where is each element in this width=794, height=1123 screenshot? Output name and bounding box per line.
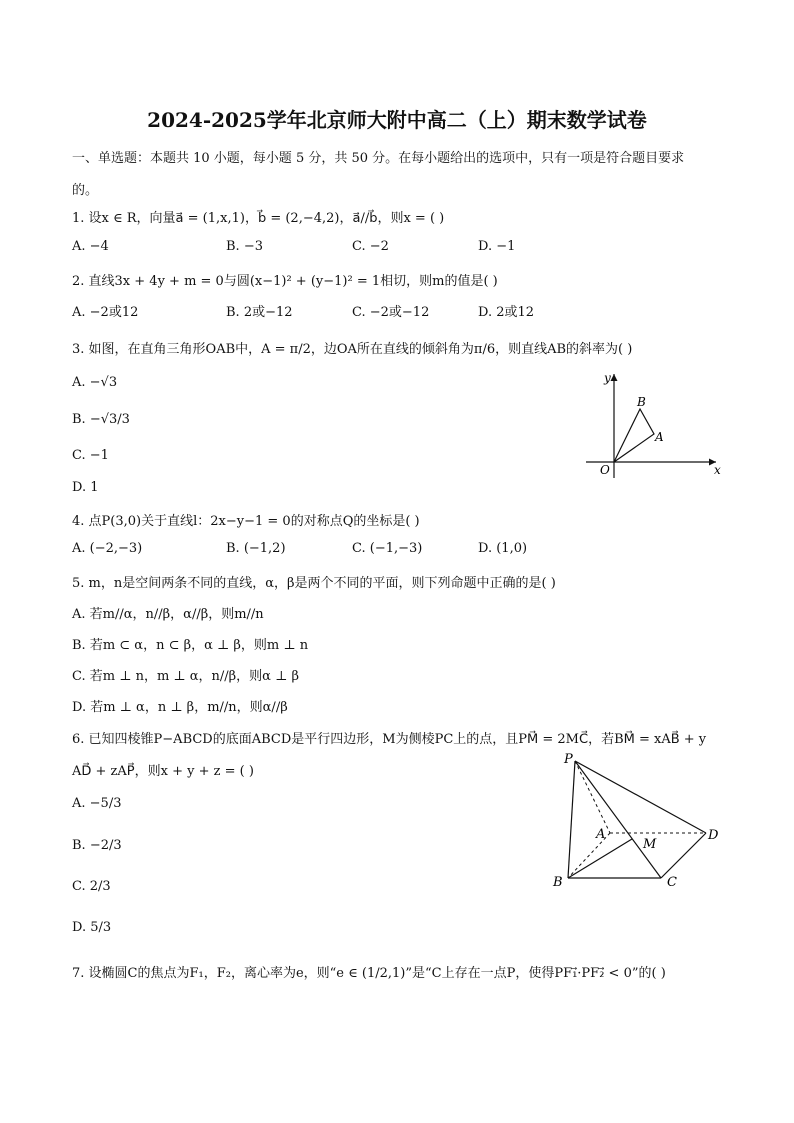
- label-b: B: [637, 395, 646, 409]
- q1-option-d: D. −1: [478, 239, 516, 254]
- q3-stem: 3. 如图，在直角三角形OAB中，A = π/2，边OA所在直线的倾斜角为π/6，则直线AB的斜率为( ): [72, 342, 633, 357]
- label-c: C: [667, 875, 677, 890]
- q3-figure: [580, 368, 730, 480]
- q3-option-b: B. −√3/3: [72, 412, 130, 427]
- q3-option-a: A. −√3: [72, 375, 118, 390]
- label-d: D: [708, 828, 719, 843]
- q6-stem-line2: AD⃗ + zAP⃗，则x + y + z = ( ): [72, 764, 254, 779]
- edge-pa: [575, 761, 610, 833]
- q6-option-c: C. 2/3: [72, 879, 111, 894]
- q3-option-d: D. 1: [72, 480, 99, 495]
- q6-option-a: A. −5/3: [72, 796, 122, 811]
- q4-option-a: A. (−2,−3): [72, 541, 143, 556]
- q5-stem: 5. m，n是空间两条不同的直线，α，β是两个不同的平面，则下列命题中正确的是( ): [72, 576, 556, 591]
- q2-option-a: A. −2或12: [72, 305, 139, 320]
- q2-stem: 2. 直线3x + 4y + m = 0与圆(x−1)² + (y−1)² = 1相切，则m的值是( ): [72, 274, 498, 289]
- label-a: A: [596, 827, 606, 842]
- q6-stem-line1: 6. 已知四棱锥P−ABCD的底面ABCD是平行四边形，M为侧棱PC上的点，且PM⃗ = 2MC⃗，若BM⃗ = xAB⃗ + y: [72, 732, 707, 747]
- edge-pb: [568, 761, 575, 878]
- label-a: A: [655, 430, 664, 444]
- page-title: 2024-2025学年北京师大附中高二（上）期末数学试卷: [147, 108, 647, 132]
- q3-option-c: C. −1: [72, 448, 109, 463]
- q4-stem: 4. 点P(3,0)关于直线l：2x−y−1 = 0的对称点Q的坐标是( ): [72, 514, 420, 529]
- q5-option-c: C. 若m ⊥ n，m ⊥ α，n//β，则α ⊥ β: [72, 669, 299, 684]
- q4-option-d: D. (1,0): [478, 541, 528, 556]
- edge-cd: [661, 833, 706, 878]
- q4-option-b: B. (−1,2): [226, 541, 286, 556]
- q2-option-d: D. 2或12: [478, 305, 535, 320]
- label-x: x: [714, 463, 721, 477]
- q2-option-c: C. −2或−12: [352, 305, 430, 320]
- q6-option-b: B. −2/3: [72, 838, 122, 853]
- q5-option-d: D. 若m ⊥ α，n ⊥ β，m//n，则α//β: [72, 700, 288, 715]
- label-p: P: [564, 752, 573, 767]
- label-b: B: [553, 875, 563, 890]
- q6-figure: [548, 750, 728, 895]
- q5-option-b: B. 若m ⊂ α，n ⊂ β，α ⊥ β，则m ⊥ n: [72, 638, 309, 653]
- section-header-line2: 的。: [72, 183, 99, 198]
- segment-bm: [568, 839, 632, 878]
- edge-pd: [575, 761, 706, 833]
- q6-option-d: D. 5/3: [72, 920, 112, 935]
- q1-stem: 1. 设x ∈ R，向量a⃗ = (1,x,1)，b⃗ = (2,−4,2)，a⃗//b⃗，则x = ( ): [72, 211, 445, 226]
- q1-option-a: A. −4: [72, 239, 109, 254]
- triangle-oab: [614, 409, 654, 462]
- q2-option-b: B. 2或−12: [226, 305, 293, 320]
- q1-option-c: C. −2: [352, 239, 389, 254]
- q1-option-b: B. −3: [226, 239, 263, 254]
- label-m: M: [643, 837, 657, 852]
- q7-stem: 7. 设椭圆C的焦点为F₁，F₂，离心率为e，则“e ∈ (1/2,1)”是“C上存在一点P，使得PF₁⃗·PF₂⃗ < 0”的( ): [72, 966, 666, 981]
- label-y: y: [604, 371, 611, 385]
- q4-option-c: C. (−1,−3): [352, 541, 423, 556]
- edge-pc: [575, 761, 661, 878]
- label-o: O: [600, 463, 610, 477]
- section-header-line1: 一、单选题：本题共 10 小题，每小题 5 分，共 50 分。在每小题给出的选项中，只有一项是符合题目要求: [72, 151, 685, 166]
- q5-option-a: A. 若m//α，n//β，α//β，则m//n: [72, 607, 264, 622]
